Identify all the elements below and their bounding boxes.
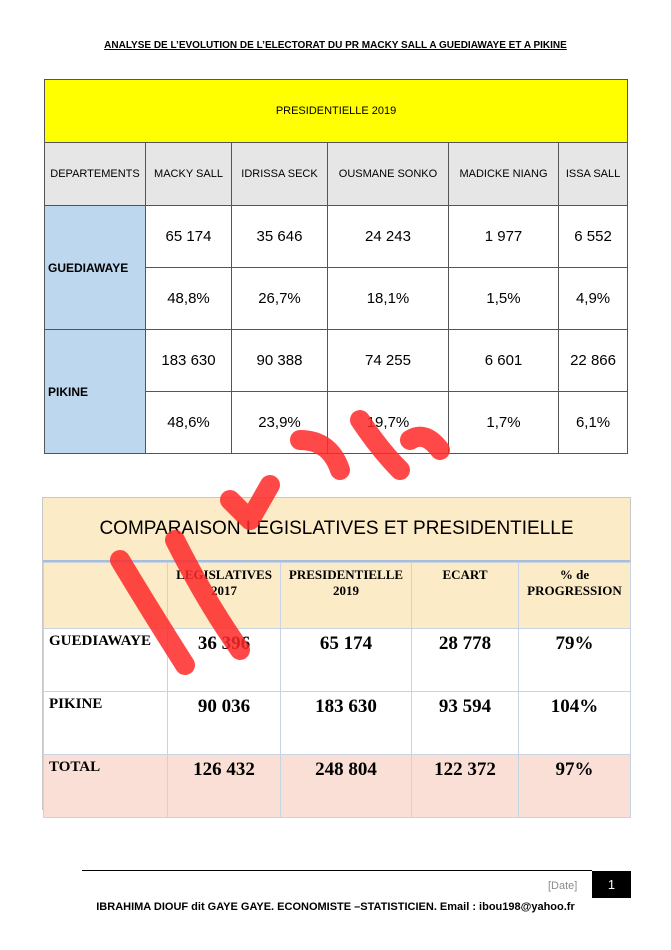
cell-value: 183 630 — [146, 330, 232, 392]
cell-percent: 48,8% — [146, 268, 232, 330]
cell-value: 6 552 — [559, 206, 628, 268]
footer-divider — [82, 870, 592, 871]
cell-value: 24 243 — [328, 206, 449, 268]
cell-percent: 19,7% — [328, 392, 449, 454]
header-macky-sall: MACKY SALL — [146, 143, 232, 206]
presidentielle-2019-table — [44, 79, 628, 454]
header-issa-sall: ISSA SALL — [559, 143, 628, 206]
cell-percent: 1,7% — [449, 392, 559, 454]
cell-value: 74 255 — [328, 330, 449, 392]
cell-value: 104% — [519, 692, 631, 755]
date-placeholder: [Date] — [548, 880, 578, 892]
header-departements: DEPARTEMENTS — [45, 143, 146, 206]
header-idrissa-seck: IDRISSA SECK — [232, 143, 328, 206]
cell-percent: 1,5% — [449, 268, 559, 330]
cell-value: 90 036 — [168, 692, 281, 755]
dept-pikine: PIKINE — [45, 330, 146, 454]
cell-value: 79% — [519, 629, 631, 692]
dept-guediawaye: GUEDIAWAYE — [45, 206, 146, 330]
cell-value: 6 601 — [449, 330, 559, 392]
comparison-title: COMPARAISON LEGISLATIVES ET PRESIDENTIELLE — [43, 498, 630, 562]
cell-value: 28 778 — [412, 629, 519, 692]
header-ousmane-sonko: OUSMANE SONKO — [328, 143, 449, 206]
cell-value: 126 432 — [168, 755, 281, 818]
header-progression: % de PROGRESSION — [519, 563, 631, 629]
cell-value: 97% — [519, 755, 631, 818]
header-madicke-niang: MADICKE NIANG — [449, 143, 559, 206]
header-presidentielle-2019: PRESIDENTIELLE 2019 — [281, 563, 412, 629]
cell-percent: 48,6% — [146, 392, 232, 454]
cell-value: 22 866 — [559, 330, 628, 392]
cell-percent: 18,1% — [328, 268, 449, 330]
footer-author: IBRAHIMA DIOUF dit GAYE GAYE. ECONOMISTE –STATISTICIEN. Email : ibou198@yahoo.fr — [96, 901, 575, 913]
row-label-total: TOTAL — [44, 755, 168, 818]
cell-value: 36 396 — [168, 629, 281, 692]
cell-percent: 23,9% — [232, 392, 328, 454]
cell-value: 122 372 — [412, 755, 519, 818]
cell-percent: 26,7% — [232, 268, 328, 330]
header-legislatives-2017: LEGISLATIVES 2017 — [168, 563, 281, 629]
cell-value: 1 977 — [449, 206, 559, 268]
comparison-table — [43, 562, 631, 818]
cell-value: 35 646 — [232, 206, 328, 268]
header-ecart: ECART — [412, 563, 519, 629]
page-number: 1 — [592, 871, 631, 898]
row-label-guediawaye: GUEDIAWAYE — [44, 629, 168, 692]
cell-percent: 4,9% — [559, 268, 628, 330]
cell-value: 65 174 — [146, 206, 232, 268]
comparison-box — [42, 497, 631, 810]
document-title: ANALYSE DE L’EVOLUTION DE L’ELECTORAT DU PR MACKY SALL A GUEDIAWAYE ET A PIKINE — [104, 40, 567, 51]
row-label-pikine: PIKINE — [44, 692, 168, 755]
cell-percent: 6,1% — [559, 392, 628, 454]
cell-value: 93 594 — [412, 692, 519, 755]
header-empty — [44, 563, 168, 629]
table1-banner: PRESIDENTIELLE 2019 — [45, 80, 628, 143]
cell-value: 90 388 — [232, 330, 328, 392]
cell-value: 248 804 — [281, 755, 412, 818]
cell-value: 183 630 — [281, 692, 412, 755]
cell-value: 65 174 — [281, 629, 412, 692]
